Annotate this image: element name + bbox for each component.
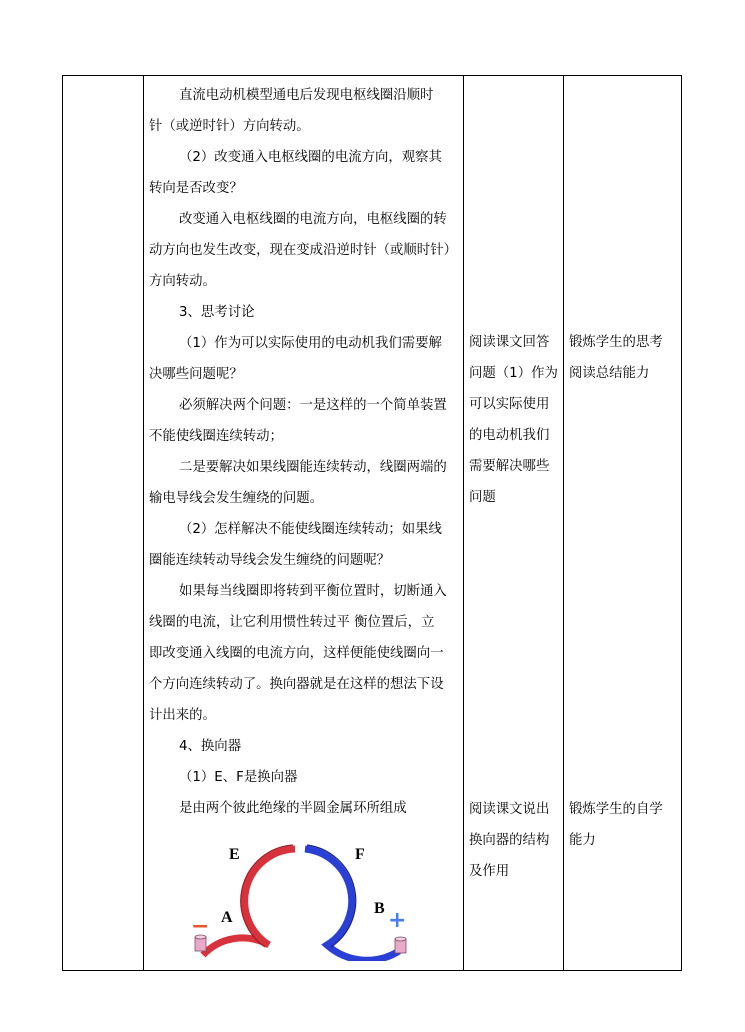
column-divider xyxy=(463,76,464,970)
commutator-diagram xyxy=(185,835,415,961)
commutator-ring-f xyxy=(305,849,399,960)
plus-sign: + xyxy=(388,908,407,933)
label-a: A xyxy=(221,909,233,926)
paragraph: 是由两个彼此绝缘的半圆金属环所组成 xyxy=(179,801,407,816)
column-divider xyxy=(563,76,564,970)
student-activity-1: 阅读课文回答 问题（1）作为 可以实际使用 的电动机我们 需要解决哪些 问题 xyxy=(469,335,558,505)
section-heading: 4、换向器 xyxy=(179,739,242,754)
column-divider xyxy=(143,76,144,970)
paragraph: 改变通入电枢线圈的电流方向，电枢线圈的转 动方向也发生改变，现在变成沿逆时针（或顺时针） 方向转动。 xyxy=(149,212,457,289)
design-intent-2: 锻炼学生的自学 能力 xyxy=(569,802,663,848)
paragraph: （1）作为可以实际使用的电动机我们需要解 决哪些问题呢？ xyxy=(149,336,442,382)
design-intent-1: 锻炼学生的思考 阅读总结能力 xyxy=(569,335,663,381)
label-f: F xyxy=(355,846,365,863)
paragraph: 二是要解决如果线圈能连续转动，线圈两端的 输电导线会发生缠绕的问题。 xyxy=(149,460,447,506)
paragraph: （2）怎样解决不能使线圈连续转动；如果线 圈能连续转动导线会发生缠绕的问题呢？ xyxy=(149,522,442,568)
teaching-content-column xyxy=(145,76,463,824)
minus-sign: − xyxy=(191,914,210,939)
label-e: E xyxy=(229,846,240,863)
paragraph: 必须解决两个问题：一是这样的一个简单装置 不能使线圈连续转动； xyxy=(149,398,447,444)
paragraph: 直流电动机模型通电后发现电枢线圈沿顺时 针（或逆时针）方向转动。 xyxy=(149,88,434,134)
brush-b xyxy=(395,937,406,953)
commutator-ring-e xyxy=(203,849,295,955)
student-activity-2: 阅读课文说出 换向器的结构 及作用 xyxy=(469,802,550,879)
label-b: B xyxy=(374,900,385,917)
paragraph: 如果每当线圈即将转到平衡位置时，切断通入 线圈的电流，让它利用惯性转过平 衡位置后，立 即改变通入线圈的电流方向，这样便能使线圈向一 个方向连续转动了。换向器就是在这样的想法下设 计出来的。 xyxy=(149,584,447,723)
paragraph: （1）E、F是换向器 xyxy=(179,770,298,785)
section-heading: 3、思考讨论 xyxy=(179,305,255,320)
paragraph: （2）改变通入电枢线圈的电流方向，观察其 转向是否改变？ xyxy=(149,150,442,196)
